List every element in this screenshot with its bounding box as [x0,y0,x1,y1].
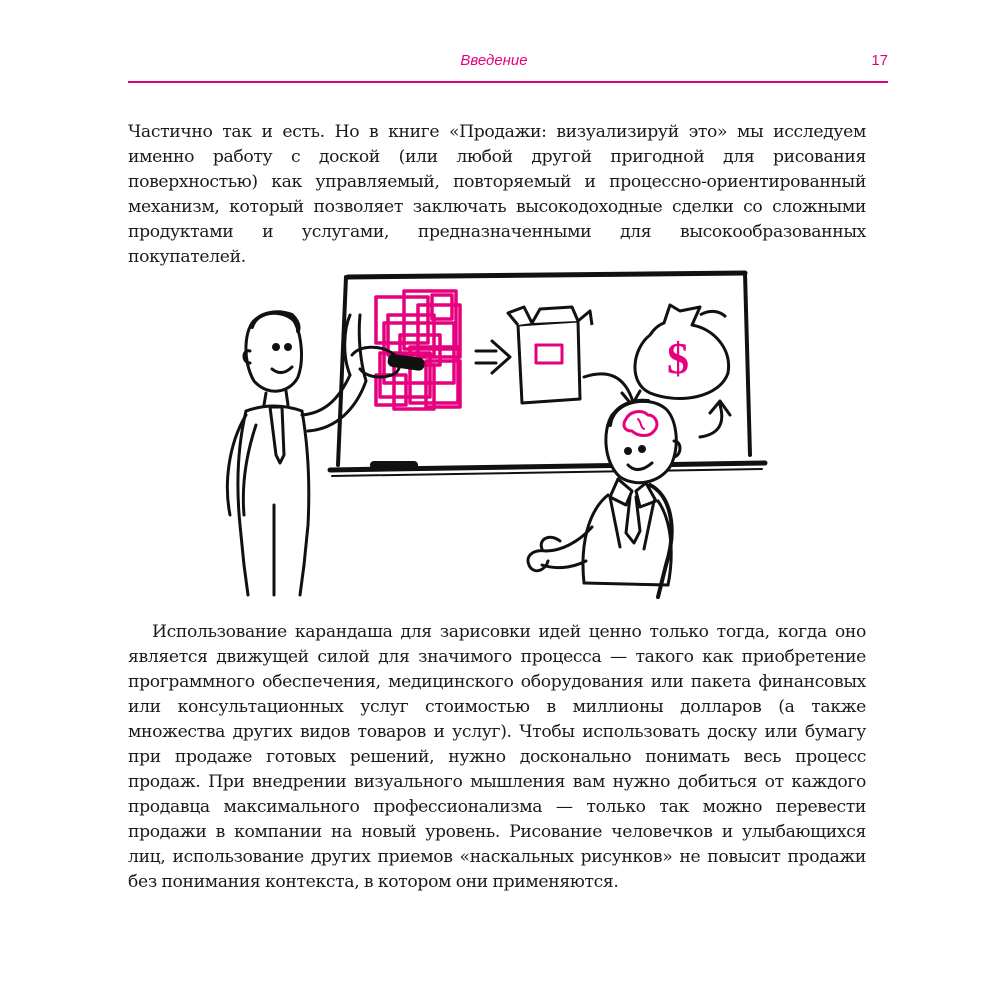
header-rule [128,81,888,83]
customer-figure [528,401,680,597]
salesman-figure [227,312,423,595]
running-head [128,50,888,76]
section-title: Введение [460,52,528,69]
marker-icon [370,461,418,470]
product-box-icon [508,307,592,403]
page-number: 17 [871,52,888,69]
paragraph-main: Использование карандаша для зарисовки идей ценно только тогда, когда оно является движущей силой для значимого процесса — такого как приобретение программного обеспечения, медицинского оборудования или пакета финансовых или консультационных услуг стоимостью в миллионы долларов (а также множества других видов товаров и услуг). Чтобы использовать доску или бумагу при продаже готовых решений, нужно досконально понимать весь процесс продаж. При внедрении визуального мышления вам нужно добиться от каждого продавца максимального профессионализма — только так можно перевести продажи в компании на новый уровень. Рисование человечков и улыбающихся лиц, использование других приемов «наскальных рисунков» не повысит продажи без понимания контекста, в котором они применяются. [128,622,866,892]
whiteboard-illustration [180,265,770,605]
money-bag-icon [635,305,729,399]
paragraph-intro: Частично так и есть. Но в книге «Продажи: визуализируй это» мы исследуем именно работу с доской (или любой другой пригодной для рисования поверхностью) как управляемый, повторяемый и процессно-ориентированный механизм, который позволяет заключать высокодоходные сделки со сложными продуктами и услугами, предназначенными для высокообразованных покупателей. [128,122,866,267]
dollar-sign: $ [667,334,689,383]
arrow-right-icon [476,341,510,373]
return-arrow-icon [700,401,730,437]
